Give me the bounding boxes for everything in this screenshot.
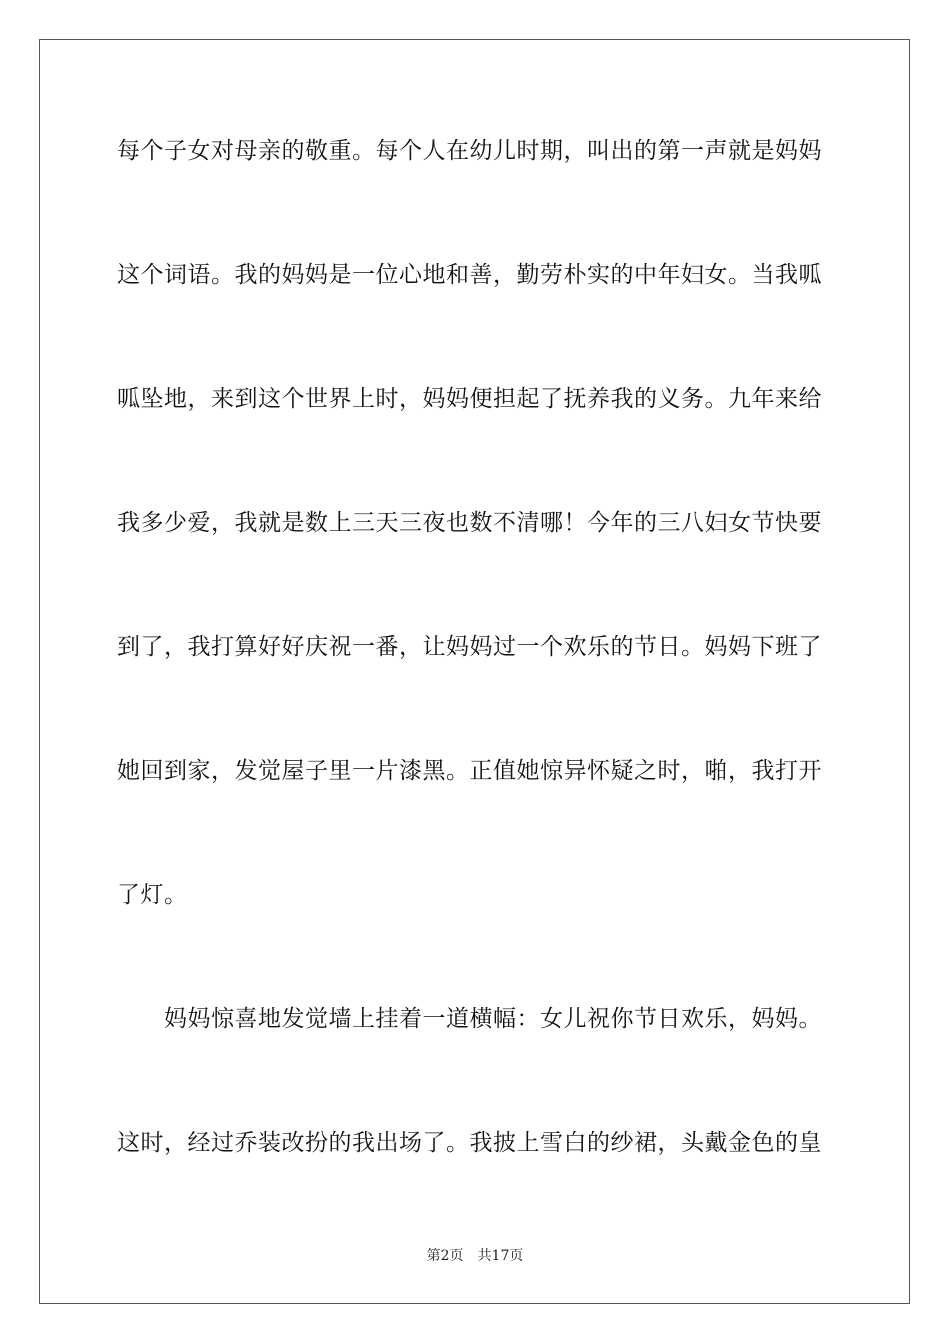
text-line: 这时，经过乔装改扮的我出场了。我披上雪白的纱裙，头戴金色的皇: [117, 1130, 822, 1156]
text-line: 我多少爱，我就是数上三天三夜也数不清哪！今年的三八妇女节快要: [117, 510, 822, 536]
page-number: 第2页: [426, 1248, 464, 1264]
text-line: 到了，我打算好好庆祝一番，让妈妈过一个欢乐的节日。妈妈下班了: [117, 634, 822, 660]
page-frame: [39, 39, 910, 1304]
text-line: 这个词语。我的妈妈是一位心地和善，勤劳朴实的中年妇女。当我呱: [117, 262, 822, 288]
text-line: 她回到家，发觉屋子里一片漆黑。正值她惊异怀疑之时，啪，我打开: [117, 758, 822, 784]
page-footer: [0, 1246, 950, 1266]
text-line: 每个子女对母亲的敬重。每个人在幼儿时期，叫出的第一声就是妈妈: [117, 138, 822, 164]
paragraph-start-line: 妈妈惊喜地发觉墙上挂着一道横幅：女儿祝你节日欢乐，妈妈。: [164, 1006, 822, 1032]
text-line: 了灯。: [117, 882, 188, 908]
text-line: 呱坠地，来到这个世界上时，妈妈便担起了抚养我的义务。九年来给: [117, 386, 822, 412]
page-total: 共17页: [477, 1248, 524, 1264]
